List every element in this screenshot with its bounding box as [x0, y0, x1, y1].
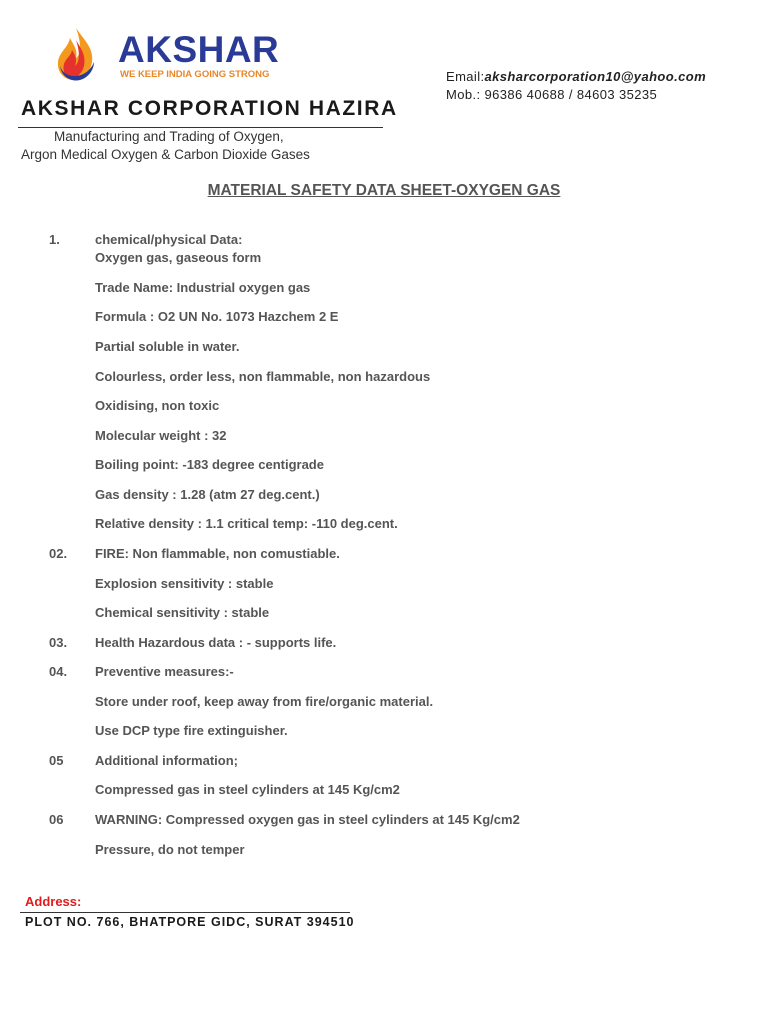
email-line: [446, 68, 706, 86]
section-number: 06: [49, 812, 64, 827]
section-line: Boiling point: -183 degree centigrade: [95, 457, 324, 472]
section-line: Store under roof, keep away from fire/organic material.: [95, 694, 434, 709]
brand-name: AKSHAR: [118, 29, 280, 70]
section-line: Pressure, do not temper: [95, 842, 245, 857]
company-description-line1: Manufacturing and Trading of Oxygen,: [54, 129, 284, 144]
company-logo: [44, 18, 294, 88]
address-underline: [20, 912, 350, 913]
company-name: AKSHAR CORPORATION HAZIRA: [21, 97, 398, 120]
section-line: Formula : O2 UN No. 1073 Hazchem 2 E: [95, 309, 339, 324]
section-line: Compressed gas in steel cylinders at 145 Kg/cm2: [95, 782, 400, 797]
section-line: Oxidising, non toxic: [95, 398, 220, 413]
section-line: Use DCP type fire extinguisher.: [95, 723, 288, 738]
document-title: MATERIAL SAFETY DATA SHEET-OXYGEN GAS: [207, 182, 561, 199]
section-line: Partial soluble in water.: [95, 339, 240, 354]
section-line: Explosion sensitivity : stable: [95, 576, 274, 591]
section-number: 05: [49, 753, 64, 768]
company-description-line2: Argon Medical Oxygen & Carbon Dioxide Gases: [21, 147, 310, 162]
flame-logo-icon: [54, 26, 98, 82]
section-line: Trade Name: Industrial oxygen gas: [95, 280, 311, 295]
section-number: 04.: [49, 664, 68, 679]
section-line: Preventive measures:-: [95, 664, 234, 679]
section-line: chemical/physical Data:: [95, 232, 243, 247]
section-line: Relative density : 1.1 critical temp: -110 deg.cent.: [95, 516, 398, 531]
section-number: 03.: [49, 635, 68, 650]
address-value: PLOT NO. 766, BHATPORE GIDC, SURAT 394510: [25, 915, 355, 929]
section-line: FIRE: Non flammable, non comustiable.: [95, 546, 340, 561]
document-title-row: [0, 181, 768, 201]
section-line: Colourless, order less, non flammable, non hazardous: [95, 369, 431, 384]
email-address[interactable]: aksharcorporation10@yahoo.com: [484, 69, 707, 84]
brand-tagline: WE KEEP INDIA GOING STRONG: [120, 69, 270, 80]
email-label: Email:: [446, 69, 485, 84]
section-line: Health Hazardous data : - supports life.: [95, 635, 337, 650]
section-line: Chemical sensitivity : stable: [95, 605, 270, 620]
contact-info: [446, 68, 706, 104]
section-line: Oxygen gas, gaseous form: [95, 250, 262, 265]
section-number: 1.: [49, 232, 60, 247]
address-label: Address:: [25, 894, 82, 909]
section-line: Gas density : 1.28 (atm 27 deg.cent.): [95, 487, 320, 502]
section-number: 02.: [49, 546, 68, 561]
section-line: Molecular weight : 32: [95, 428, 227, 443]
section-line: WARNING: Compressed oxygen gas in steel cylinders at 145 Kg/cm2: [95, 812, 520, 827]
mobile-line: Mob.: 96386 40688 / 84603 35235: [446, 87, 658, 102]
section-line: Additional information;: [95, 753, 238, 768]
